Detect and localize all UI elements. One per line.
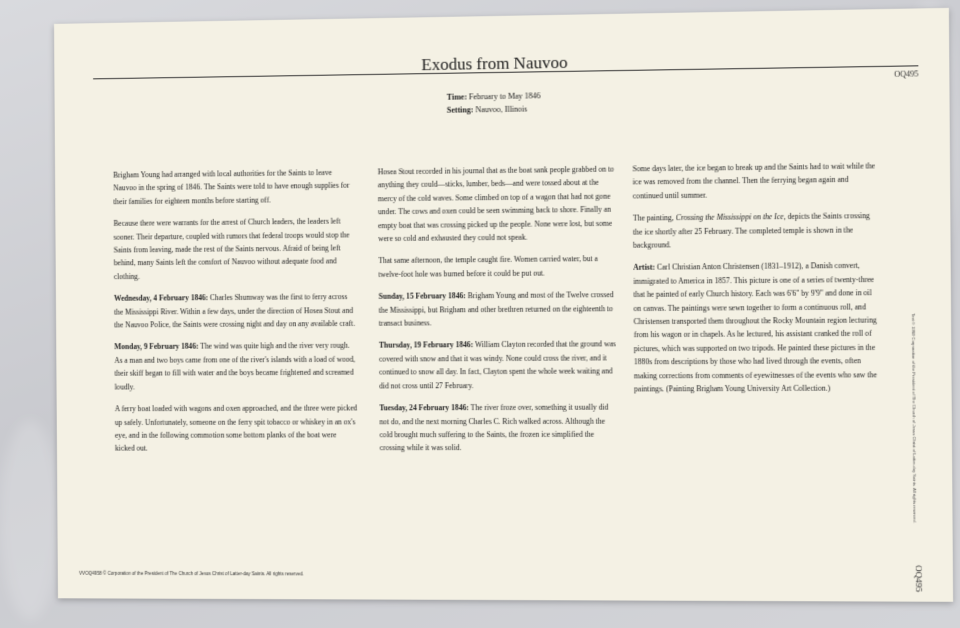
paragraph — [114, 339, 357, 393]
time-value: February to May 1846 — [468, 91, 541, 102]
setting-value: Nauvoo, Illinois — [475, 104, 528, 115]
entry-text: Carl Christian Anton Christensen (1831–1912), a Danish convert, immigrated to America in 1857. This picture is one of a series of twenty-three that he painted of early Church history. Each was 6'6" by 9'9" and done in oil on canvas. The paintings were sewn together to form a continuous roll, and Christensen transported them throughout the Rocky Mountain region lecturing from his wagon or in chapels. As he lectured, his assistant cranked the roll of pictures, which was supported on two tripods. He painted these pictures in the 1880s from descriptions by those who had lived through the events, often making corrections from comments of eyewitnesses of the events who saw the paintings. (Painting Brigham Young University Art Collection.) — [633, 261, 877, 394]
paragraph: Some days later, the ice began to break up and the Saints had to wait while the ice was removed from the channel. Then the ferrying began again and continued until summer. — [632, 161, 876, 201]
setting-line — [447, 102, 541, 116]
entry-date: Thursday, 19 February 1846: — [378, 340, 474, 351]
paragraph — [379, 401, 617, 455]
meta-block — [447, 89, 541, 116]
paragraph — [114, 290, 357, 332]
setting-label: Setting: — [446, 105, 474, 115]
column-3 — [632, 159, 878, 405]
catalog-code: OQ495 — [894, 69, 919, 79]
poster-sheet — [54, 8, 953, 602]
paragraph — [633, 259, 878, 396]
artist-label: Artist: — [633, 263, 655, 273]
side-copyright: Text © 1989 Corporation of the President of The Church of Jesus Christ of Latter-day Saints. All rights reserved. — [910, 313, 918, 524]
copyright-footer: VVOQ4958 © Corporation of the President of The Church of Jesus Christ of Latter-day Saints. All rights reserved. — [79, 570, 304, 577]
entry-text: The painting, — [632, 213, 674, 223]
entry-date: Wednesday, 4 February 1846: — [113, 293, 209, 304]
page-title: Exodus from Nauvoo — [421, 52, 568, 75]
paragraph — [633, 209, 878, 252]
entry-text: William Clayton recorded that the ground was covered with snow and that it was windy. None could cross the river, and it continued to snow all day. In fact, Clayton spent the whole week waiting and did not cross until 27 February. — [378, 339, 616, 391]
entry-text: Brigham Young and most of the Twelve crossed the Mississippi, but Brigham and other brethren returned on the eighteenth to transact business. — [378, 290, 614, 328]
paragraph: Brigham Young had arranged with local authorities for the Saints to leave Nauvoo in the spring of 1846. The Saints were told to have enough supplies for their families for eighteen months before starting off. — [113, 168, 350, 207]
time-label: Time: — [446, 92, 467, 102]
entry-text: The wind was quite high and the river very rough. As a man and two boys came from one of the river's islands with a load of wood, their skiff began to fill with water and the boys became frightened and screamed loudly. — [114, 341, 356, 392]
paragraph: Hosea Stout recorded in his journal that as the boat sank people grabbed on to anything they could—sticks, lumber, beds—and were tossed about at the mercy of the cold waves. Some climbed on top of a wagon that had not gone under. The cows and oxen could be seen swimming back to shore. Finally an empty boat that was crossing picked up the people. None were lost, but some were so cold and exhausted they could not speak. — [377, 164, 615, 244]
column-2 — [378, 163, 618, 464]
entry-date: Tuesday, 24 February 1846: — [379, 403, 469, 413]
entry-text: Charles Shumway was the first to ferry across the Mississippi River. Within a few days, under the direction of Hosea Stout and the Nauvoo Police, the Saints were crossing night and day on any available craft. — [114, 292, 356, 330]
painting-title: Crossing the Mississippi on the Ice, — [675, 212, 786, 223]
paragraph — [379, 338, 617, 393]
entry-text: depicts the Saints crossing the ice shortly after 25 February. The completed temple is shown in the background. — [632, 211, 870, 250]
side-catalog-code: OQ495 — [913, 565, 925, 593]
paragraph: A ferry boat loaded with wagons and oxen approached, and the three were picked up safely. Unfortunately, someone on the ferry spit tobacco or whiskey in an ox's eye, and in the following commotion some bottom planks of the boat were kicked out. — [114, 403, 358, 453]
entry-text: The river froze over, something it usually did not do, and the next morning Charles C. Rich walked across. Although the cold brought much suffering to the Saints, the frozen ice simplified the crossing while it was solid. — [379, 402, 609, 453]
paragraph: That same afternoon, the temple caught fire. Women carried water, but a twelve-foot hole was burned before it could be put out. — [378, 254, 598, 279]
entry-date: Sunday, 15 February 1846: — [378, 291, 466, 302]
column-1 — [113, 166, 358, 464]
entry-date: Monday, 9 February 1846: — [114, 342, 199, 352]
paragraph — [379, 288, 617, 330]
paragraph: Because there were warrants for the arrest of Church leaders, the leaders left sooner. Their departure, coupled with rumors that federal troops would stop the Saints from leaving, made the rest of the Saints nervous. Afraid of being left behind, many Saints left the comfort of Nauvoo without adequate food and clothing. — [113, 216, 350, 281]
